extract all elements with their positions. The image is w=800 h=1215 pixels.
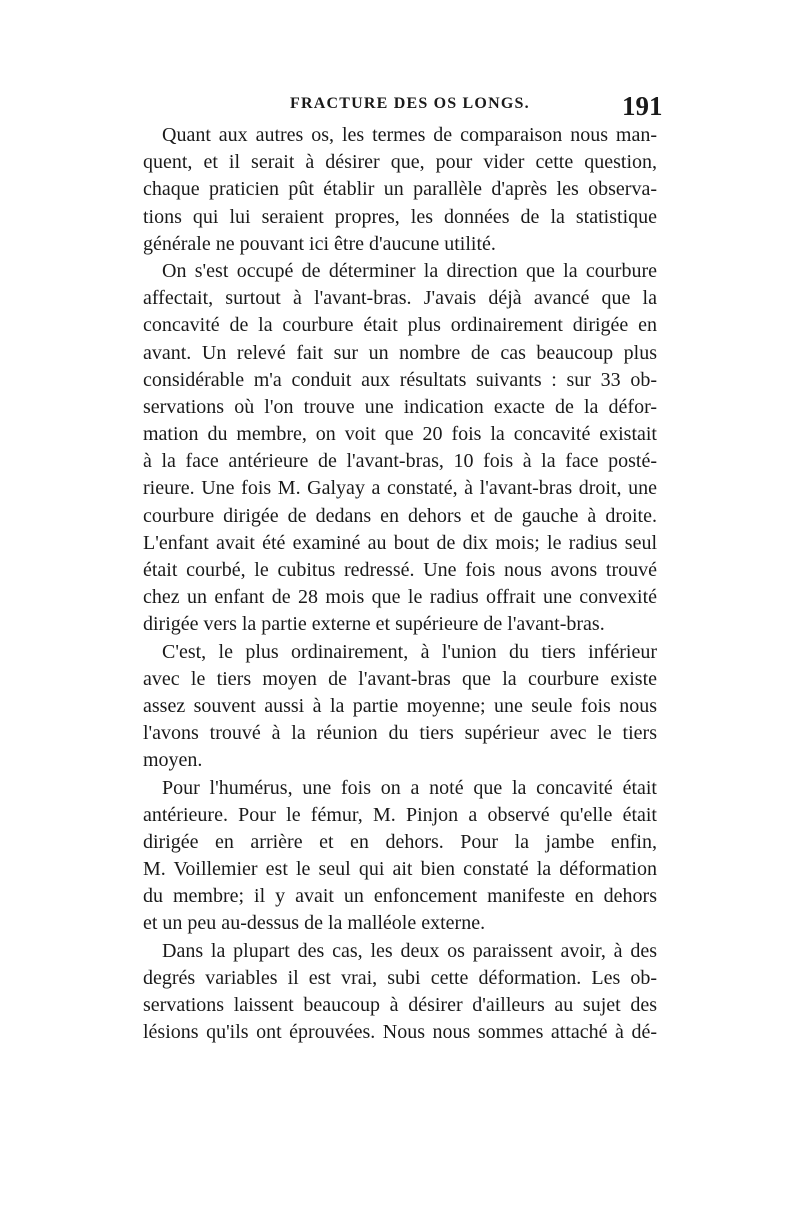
text-line: degrés variables il est vrai, subi cette déformation. Les ob- — [143, 966, 657, 989]
text-line: Quant aux autres os, les termes de comparaison nous man- — [162, 124, 657, 146]
text-line: l'avons trouvé à la réunion du tiers supérieur avec le tiers — [143, 722, 657, 745]
text-line: Dans la plupart des cas, les deux os paraissent avoir, à des — [162, 939, 657, 962]
text-line: avec le tiers moyen de l'avant-bras que la courbure existe — [143, 667, 657, 690]
text-line: à la face antérieure de l'avant-bras, 10 fois à la face posté- — [143, 450, 657, 473]
paragraph — [143, 258, 657, 639]
text-line: avant. Un relevé fait sur un nombre de cas beaucoup plus — [143, 341, 657, 364]
text-line: servations laissent beaucoup à désirer d'ailleurs au sujet des — [143, 994, 657, 1016]
paragraph — [143, 122, 657, 258]
text-line: considérable m'a conduit aux résultats suivants : sur 33 ob- — [143, 368, 657, 391]
text-line: antérieure. Pour le fémur, M. Pinjon a observé qu'elle était — [143, 803, 657, 826]
text-line: affectait, surtout à l'avant-bras. J'avais déjà avancé que la — [143, 287, 657, 310]
text-line: C'est, le plus ordinairement, à l'union du tiers inférieur — [162, 640, 657, 663]
running-title: FRACTURE DES OS LONGS. — [290, 95, 530, 112]
text-line: chaque praticien pût établir un parallèle d'après les observa- — [143, 178, 657, 201]
text-line: M. Voillemier est le seul qui ait bien constaté la déformation — [143, 858, 657, 881]
paragraph — [143, 938, 657, 1047]
text-line: était courbé, le cubitus redressé. Une fois nous avons trouvé — [143, 559, 657, 581]
page-number: 191 — [622, 91, 663, 121]
paragraph — [143, 775, 657, 938]
text-line: mation du membre, on voit que 20 fois la concavité existait — [143, 423, 657, 446]
paragraph — [143, 639, 657, 775]
body-text — [143, 122, 657, 1046]
text-line: courbure dirigée de dedans en dehors et de gauche à droite. — [143, 504, 657, 527]
text-line: et un peu au-dessus de la malléole externe. — [143, 912, 486, 935]
text-line: dirigée en arrière et en dehors. Pour la jambe enfin, — [143, 830, 657, 853]
text-line: moyen. — [143, 749, 203, 772]
text-line: Pour l'humérus, une fois on a noté que la concavité était — [162, 776, 657, 799]
text-line: dirigée vers la partie externe et supérieure de l'avant-bras. — [143, 613, 605, 636]
text-line: générale ne pouvant ici être d'aucune utilité. — [143, 232, 496, 255]
text-line: concavité de la courbure était plus ordinairement dirigée en — [143, 314, 657, 337]
text-line: lésions qu'ils ont éprouvées. Nous nous sommes attaché à dé- — [143, 1021, 657, 1044]
text-line: servations où l'on trouve une indication exacte de la défor- — [143, 395, 657, 418]
text-line: rieure. Une fois M. Galyay a constaté, à l'avant-bras droit, une — [143, 477, 657, 500]
text-line: L'enfant avait été examiné au bout de dix mois; le radius seul — [143, 531, 657, 554]
text-line: tions qui lui seraient propres, les données de la statistique — [143, 205, 657, 228]
text-line: quent, et il serait à désirer que, pour vider cette question, — [143, 151, 657, 174]
text-line: chez un enfant de 28 mois que le radius offrait une convexité — [143, 586, 657, 609]
text-line: du membre; il y avait un enfoncement manifeste en dehors — [143, 885, 657, 908]
text-line: assez souvent aussi à la partie moyenne; une seule fois nous — [143, 694, 657, 717]
text-line: On s'est occupé de déterminer la direction que la courbure — [162, 259, 657, 282]
running-head — [0, 91, 800, 121]
